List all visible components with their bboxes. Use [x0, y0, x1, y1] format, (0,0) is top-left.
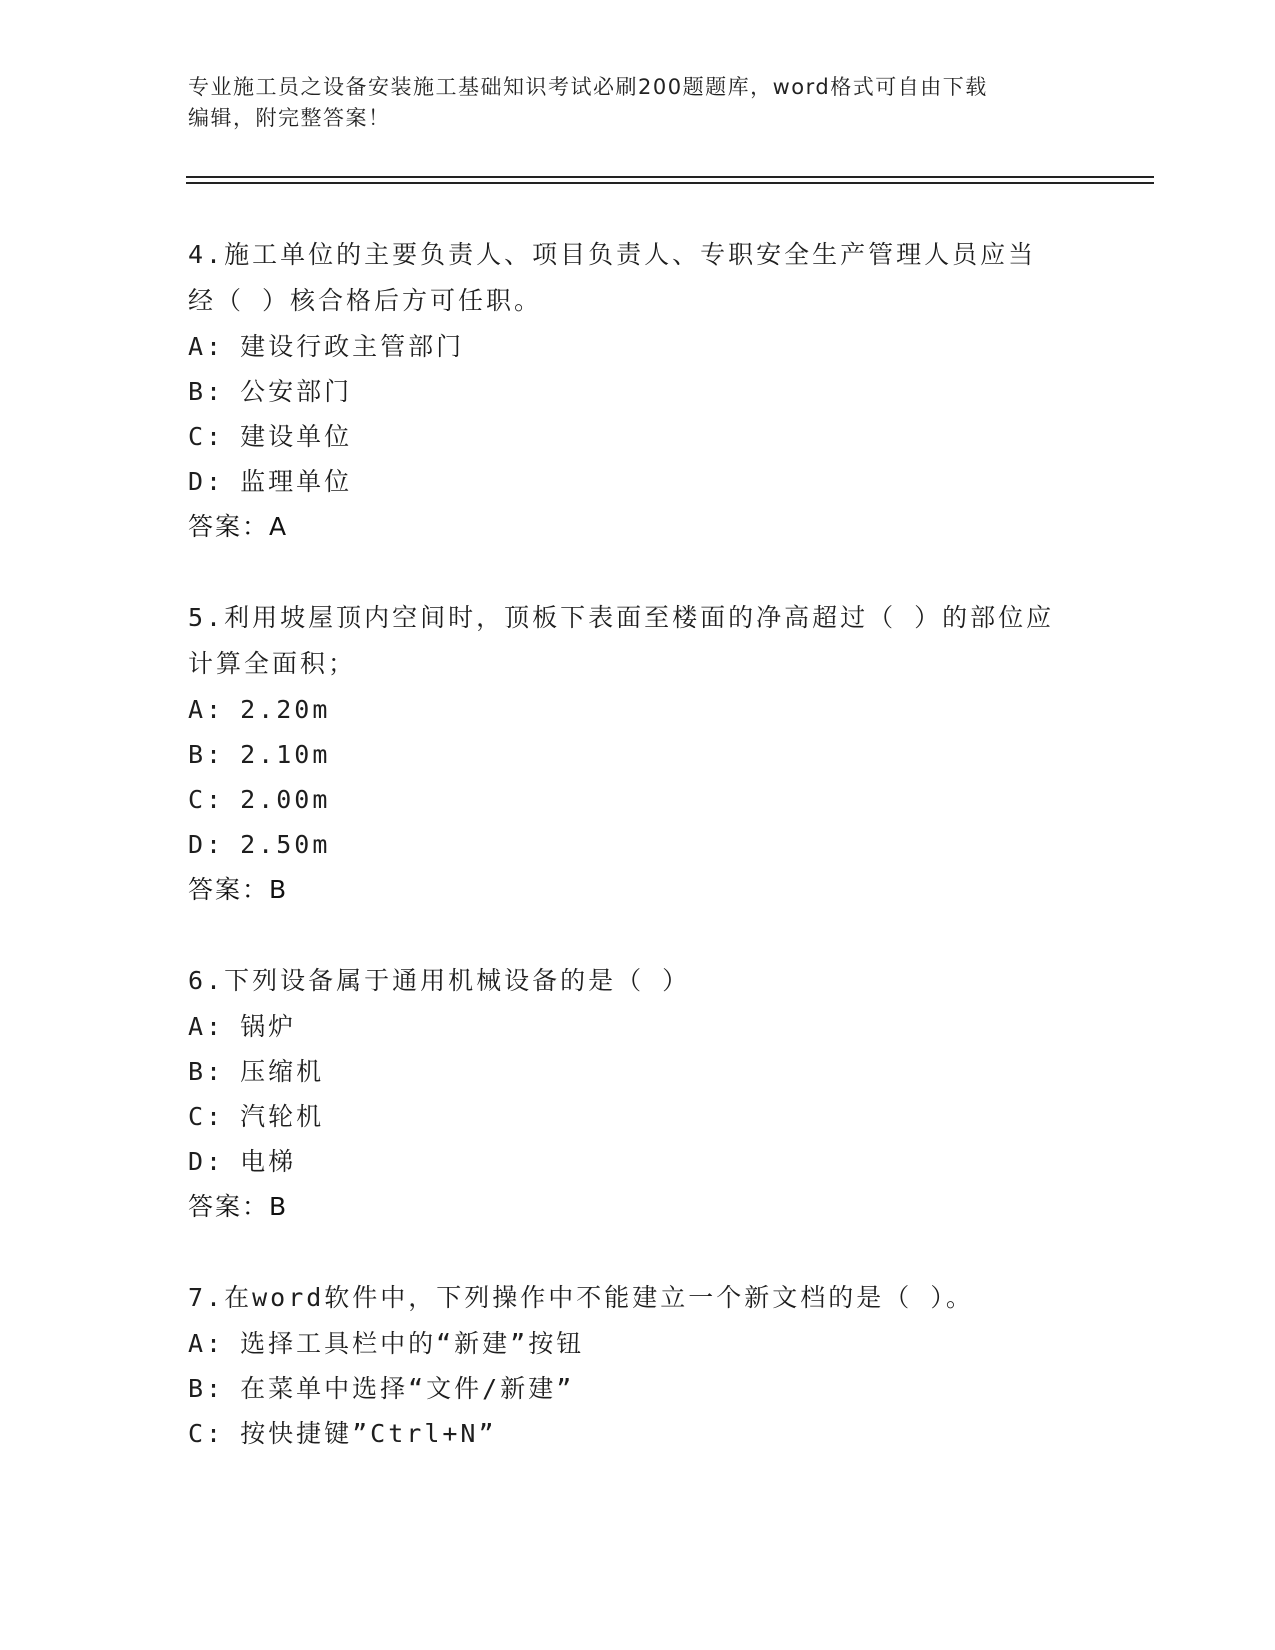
- option-c: [188, 777, 1088, 822]
- option-d: [188, 1139, 1088, 1184]
- option-text: 2.00m: [240, 785, 331, 814]
- question-item: [188, 232, 1088, 549]
- option-letter: D:: [188, 830, 225, 859]
- answer-line: 答案：B: [188, 1192, 289, 1221]
- option-text: 2.20m: [240, 695, 331, 724]
- option-letter: C:: [188, 1102, 225, 1131]
- option-b: [188, 1366, 1088, 1411]
- question-stem-line: 6.下列设备属于通用机械设备的是（ ）: [188, 966, 691, 995]
- option-text: 建设行政主管部门: [240, 332, 465, 361]
- option-letter: B:: [188, 1374, 225, 1403]
- option-text: 监理单位: [240, 467, 353, 496]
- option-text: 建设单位: [240, 422, 353, 451]
- option-letter: C:: [188, 785, 225, 814]
- option-c: [188, 414, 1088, 459]
- option-text: 汽轮机: [240, 1102, 325, 1131]
- option-a: [188, 1321, 1088, 1366]
- question-stem-line: 7.在word软件中，下列操作中不能建立一个新文档的是（ ）。: [188, 1283, 974, 1312]
- question-list: [188, 232, 1088, 1502]
- answer-line: 答案：B: [188, 875, 289, 904]
- option-b: [188, 732, 1088, 777]
- question-item: [188, 595, 1088, 912]
- option-letter: C:: [188, 422, 225, 451]
- option-letter: B:: [188, 377, 225, 406]
- option-letter: D:: [188, 467, 225, 496]
- option-text: 锅炉: [240, 1012, 297, 1041]
- header-divider-top: [186, 176, 1154, 178]
- option-letter: A:: [188, 1329, 225, 1358]
- option-text: 在菜单中选择“文件/新建”: [240, 1374, 575, 1403]
- option-letter: D:: [188, 1147, 225, 1176]
- question-stem-line: 经（ ）核合格后方可任职。: [188, 286, 543, 315]
- question-stem-line: 5.利用坡屋顶内空间时，顶板下表面至楼面的净高超过（ ）的部位应: [188, 603, 1055, 632]
- option-letter: A:: [188, 332, 225, 361]
- document-header: [188, 72, 1088, 134]
- option-text: 压缩机: [240, 1057, 325, 1086]
- option-text: 选择工具栏中的“新建”按钮: [240, 1329, 585, 1358]
- option-letter: A:: [188, 1012, 225, 1041]
- option-a: [188, 1004, 1088, 1049]
- question-item: [188, 958, 1088, 1229]
- option-a: [188, 687, 1088, 732]
- option-letter: A:: [188, 695, 225, 724]
- option-text: 2.50m: [240, 830, 331, 859]
- option-a: [188, 324, 1088, 369]
- option-c: [188, 1094, 1088, 1139]
- option-letter: B:: [188, 740, 225, 769]
- option-b: [188, 369, 1088, 414]
- option-text: 公安部门: [240, 377, 353, 406]
- option-b: [188, 1049, 1088, 1094]
- header-title-line-2: 编辑，附完整答案！: [188, 106, 391, 130]
- option-letter: C:: [188, 1419, 225, 1448]
- option-letter: B:: [188, 1057, 225, 1086]
- option-c: [188, 1411, 1088, 1456]
- question-stem-line: 计算全面积；: [188, 649, 357, 678]
- option-d: [188, 822, 1088, 867]
- option-text: 电梯: [240, 1147, 297, 1176]
- answer-line: 答案：A: [188, 512, 289, 541]
- option-text: 按快捷键”Ctrl+N”: [240, 1419, 497, 1448]
- header-title-line-1: 专业施工员之设备安装施工基础知识考试必刷200题题库，word格式可自由下载: [188, 75, 988, 99]
- option-text: 2.10m: [240, 740, 331, 769]
- option-d: [188, 459, 1088, 504]
- question-item: [188, 1275, 1088, 1456]
- header-divider-bottom: [186, 182, 1154, 184]
- question-stem-line: 4.施工单位的主要负责人、项目负责人、专职安全生产管理人员应当: [188, 240, 1037, 269]
